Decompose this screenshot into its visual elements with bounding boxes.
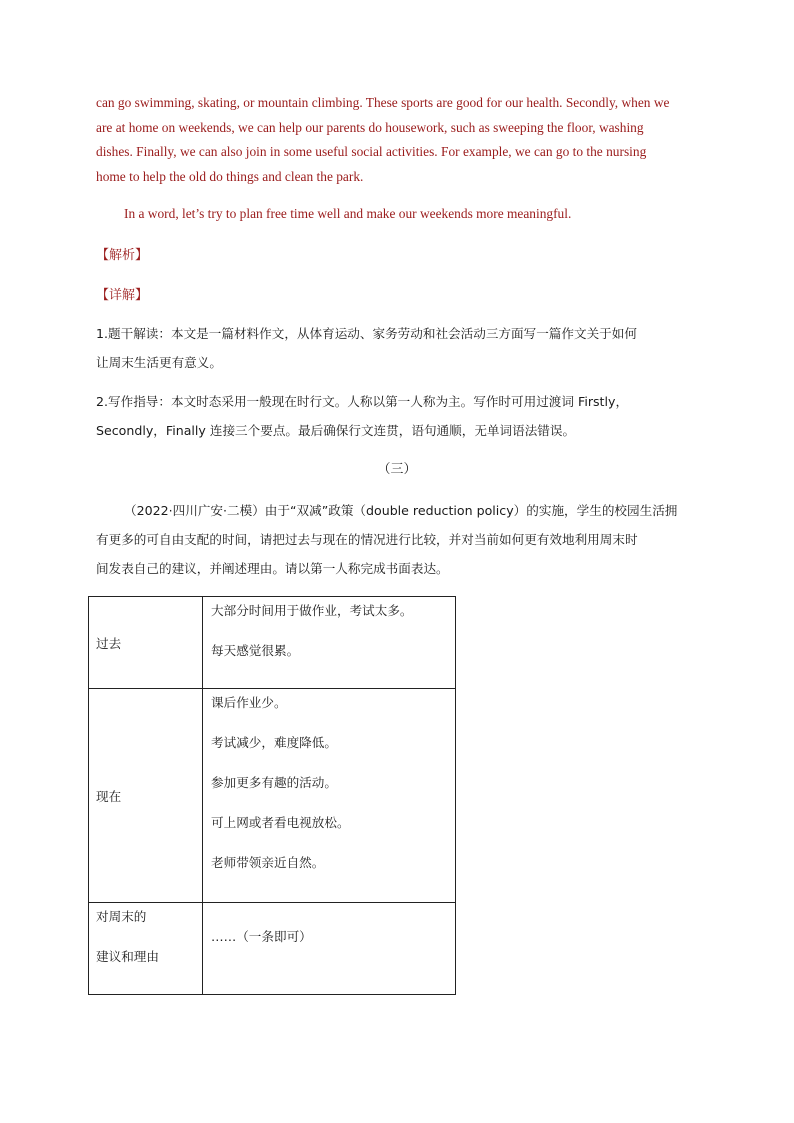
row-label: 过去 (96, 636, 122, 651)
row-label-cell (89, 903, 203, 995)
table-item: 可上网或者看电视放松。 (211, 815, 350, 830)
essay-closing-line: In a word, let’s try to plan free time well and make our weekends more meaningful. (124, 206, 572, 221)
row-label-cell (89, 689, 203, 903)
row-content-cell (203, 689, 456, 903)
essay-line: home to help the old do things and clean the park. (96, 168, 364, 184)
explanation-line: Secondly，Finally 连接三个要点。最后确保行文连贯，语句通顺，无单词语法错误。 (96, 423, 576, 438)
table-row-suggestion (89, 903, 456, 995)
table-item: 课后作业少。 (211, 695, 287, 710)
detail-label: 【详解】 (96, 288, 149, 303)
row-content-cell (203, 597, 456, 689)
section-title: （三） (377, 462, 417, 477)
table-item: 老师带领亲近自然。 (211, 855, 325, 870)
table-row-past (89, 597, 456, 689)
essay-body (96, 91, 700, 189)
explanation-point-1 (96, 319, 700, 377)
table-item: 大部分时间用于做作业，考试太多。 (211, 603, 413, 618)
explanation-line: 1.题干解读：本文是一篇材料作文，从体育运动、家务劳动和社会活动三方面写一篇作文关于如何 (96, 326, 637, 341)
table-item: 每天感觉很累。 (211, 643, 300, 658)
explanation-line: 2.写作指导：本文时态采用一般现在时行文。人称以第一人称为主。写作时可用过渡词 Firstly， (96, 394, 629, 409)
prompt-line: 有更多的可自由支配的时间，请把过去与现在的情况进行比较，并对当前如何更有效地利用周末时 (96, 532, 638, 547)
table-item: ……（一条即可） (211, 929, 312, 944)
row-label-cell (89, 597, 203, 689)
essay-line: are at home on weekends, we can help our parents do housework, such as sweeping the floor, washing (96, 119, 644, 135)
table-item: 参加更多有趣的活动。 (211, 775, 337, 790)
essay-closing (96, 202, 700, 227)
row-content-cell (203, 903, 456, 995)
table-row-present (89, 689, 456, 903)
explanation-line: 让周末生活更有意义。 (96, 355, 222, 370)
explanation-point-2 (96, 387, 700, 445)
essay-line: can go swimming, skating, or mountain climbing. These sports are good for our health. Secondly, when we (96, 95, 670, 110)
prompt-line: 间发表自己的建议，并阐述理由。请以第一人称完成书面表达。 (96, 561, 449, 576)
comparison-table (88, 596, 456, 995)
row-label: 对周末的 (96, 909, 147, 924)
essay-line: dishes. Finally, we can also join in some useful social activities. For example, we can go to the nursing (96, 144, 647, 160)
analysis-label: 【解析】 (96, 248, 149, 263)
writing-prompt (96, 496, 700, 583)
row-label: 现在 (96, 789, 122, 804)
row-label: 建议和理由 (96, 949, 159, 964)
table-item: 考试减少，难度降低。 (211, 735, 337, 750)
prompt-line: （2022·四川广安·二模）由于“双减”政策（double reduction policy）的实施，学生的校园生活拥 (124, 503, 678, 518)
